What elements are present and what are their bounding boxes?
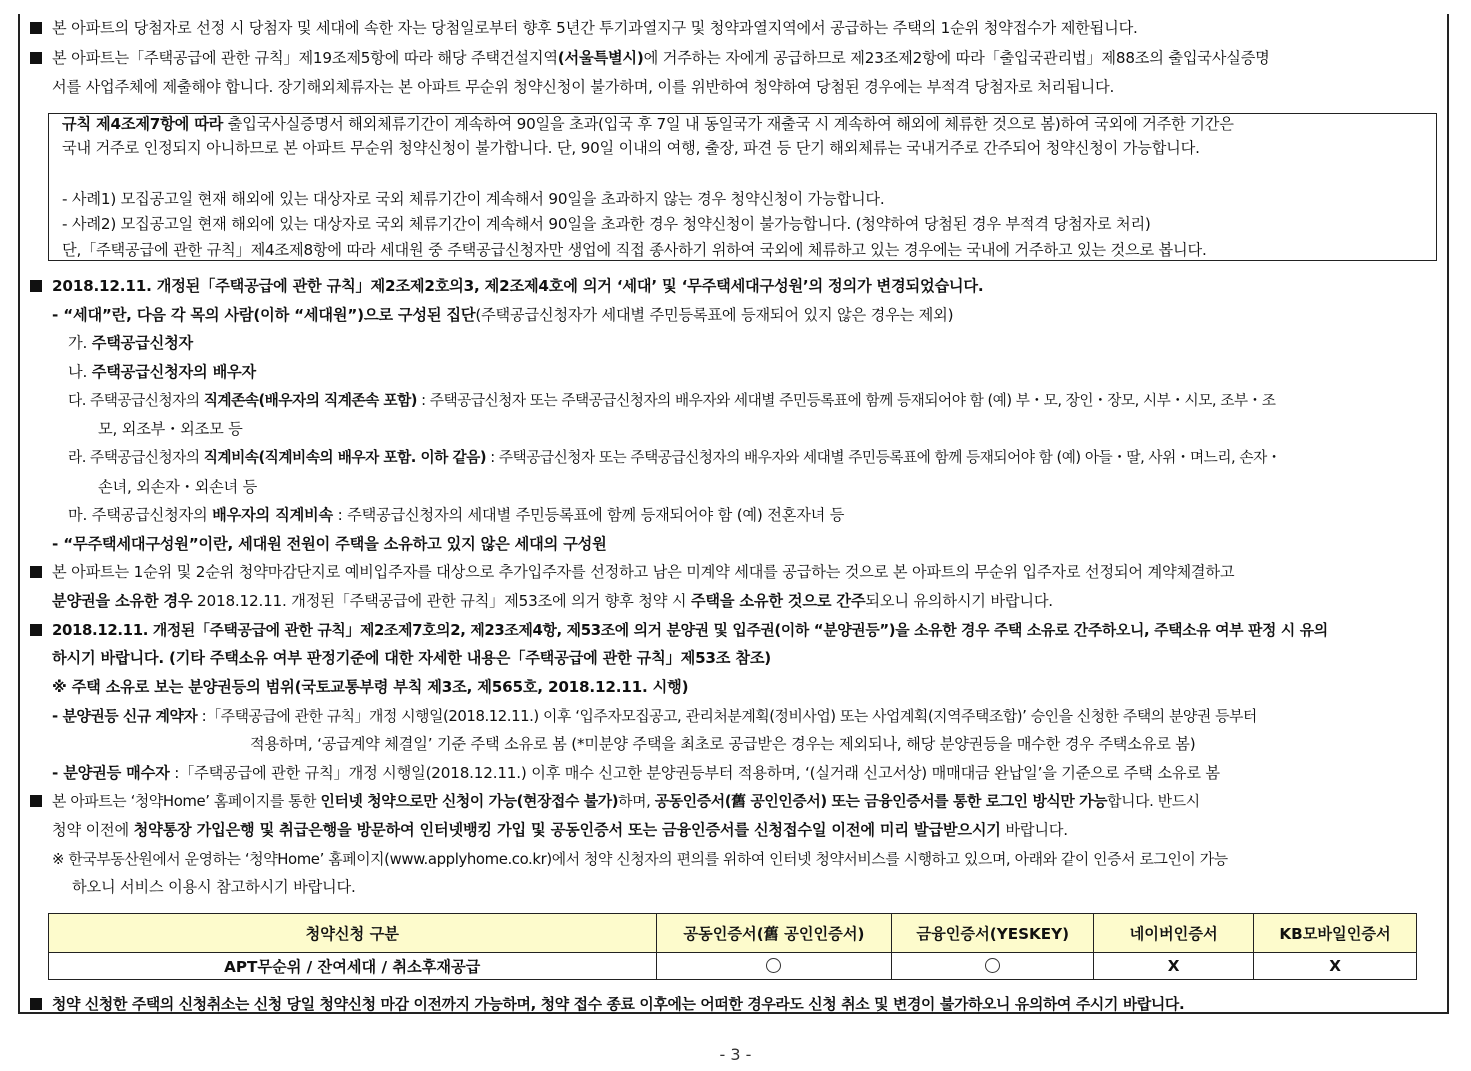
table-cell-financial-cert (892, 953, 1094, 980)
bullet-square-icon (30, 22, 42, 34)
table-header: 공동인증서(舊 공인인증서) (656, 914, 892, 953)
box-line-2: 국내 거주로 인정되지 아니하므로 본 아파트 무순위 청약신청이 불가합니다. 단, 90일 이내의 여행, 출장, 파견 등 단기 해외체류는 국내거주로 간주되어 청약신청이 가능합니다. (62, 139, 1200, 157)
box-case-1: - 사례1) 모집공고일 현재 해외에 있는 대상자로 국외 체류기간이 계속해서 90일을 초과하지 않는 경우 청약신청이 가능합니다. (62, 190, 885, 208)
item-ra: 라. 주택공급신청자의 직계비속(직계비속의 배우자 포함. 이하 같음) : 주택공급신청자 또는 주택공급신청자의 배우자와 세대별 주민등록표에 함께 등재되어야 함 (예) 아들・딸, 사위・며느리, 손자・ (68, 449, 1281, 466)
item-ma: 마. 주택공급신청자의 배우자의 직계비속 : 주택공급신청자의 세대별 주민등록표에 함께 등재되어야 함 (예) 전혼자녀 등 (68, 506, 845, 524)
paragraph-presale-right-line2: 분양권을 소유한 경우 2018.12.11. 개정된「주택공급에 관한 규칙」제53조에 의거 향후 청약 시 주택을 소유한 것으로 간주되오니 유의하시기 바랍니다. (52, 592, 1053, 610)
table-row (49, 953, 1417, 980)
item-da: 다. 주택공급신청자의 직계존속(배우자의 직계존속 포함) : 주택공급신청자 또는 주택공급신청자의 배우자와 세대별 주민등록표에 함께 등재되어야 함 (예) 부・모, 장인・장모, 시부・시모, 조부・조 (68, 392, 1276, 409)
available-circle-icon (985, 958, 1000, 973)
bullet-square-icon (30, 280, 42, 292)
paragraph-ownership-rule: 2018.12.11. 개정된「주택공급에 관한 규칙」제2조제7호의2, 제23조제4항, 제53조에 의거 분양권 및 입주권(이하 “분양권등”)을 소유한 경우 주택 소유로 간주하오니, 주택소유 여부 판정 시 유의 (30, 620, 1328, 640)
no-house-member-definition: - “무주택세대구성원”이란, 세대원 전원이 주택을 소유하고 있지 않은 세대의 구성원 (52, 535, 607, 553)
box-line-1: 규칙 제4조제7항에 따라 출입국사실증명서 해외체류기간이 계속하여 90일을 초과(입국 후 7일 내 동일국가 재출국 시 계속하여 해외에 체류한 것으로 봄)하여 국외에 거주한 기간은 (62, 115, 1234, 133)
paragraph-residency-line2: 서를 사업주체에 제출해야 합니다. 장기해외체류자는 본 아파트 무순위 청약신청이 불가하며, 이를 위반하여 청약하여 당첨된 경우에는 부적격 당첨자로 처리됩니다. (52, 78, 1115, 96)
certificate-table (48, 913, 1417, 980)
bullet-square-icon (30, 998, 42, 1010)
item-da-line2: 모, 외조부・외조모 등 (98, 420, 243, 438)
bullet-square-icon (30, 795, 42, 807)
new-contractor-rule-line2: 적용하며, ‘공급계약 체결일’ 기준 주택 소유로 봄 (*미분양 주택을 최초로 공급받은 경우는 제외되나, 해당 분양권등을 매수한 경우 주택소유로 봄) (250, 735, 1196, 753)
table-cell-joint-cert (656, 953, 892, 980)
box-line-5: 단,「주택공급에 관한 규칙」제4조제8항에 따라 세대원 중 주택공급신청자만 생업에 직접 종사하기 위하여 국외에 체류하고 있는 경우에는 국내에 거주하고 있는 것으로 봅니다. (62, 241, 1207, 259)
table-cell-kb-cert: X (1254, 953, 1417, 980)
table-cell-category: APT무순위 / 잔여세대 / 취소후재공급 (49, 953, 657, 980)
buyer-rule: - 분양권등 매수자 :「주택공급에 관한 규칙」개정 시행일(2018.12.11.) 이후 매수 신고한 분양권등부터 적용하며, ‘(실거래 신고서상) 매매대금 완납일’을 기준으로 주택 소유로 봄 (52, 764, 1220, 782)
table-cell-naver-cert: X (1094, 953, 1254, 980)
bullet-square-icon (30, 624, 42, 636)
paragraph-cancellation: 청약 신청한 주택의 신청취소는 신청 당일 청약신청 마감 이전까지 가능하며, 청약 접수 종료 이후에는 어떠한 경우라도 신청 취소 및 변경이 불가하오니 유의하여 주시기 바랍니다. (30, 994, 1184, 1014)
item-ga: 가. 주택공급신청자 (68, 334, 194, 352)
page-number: - 3 - (719, 1045, 752, 1064)
overseas-stay-notice-box (48, 113, 1437, 261)
bullet-square-icon (30, 52, 42, 64)
bullet-square-icon (30, 566, 42, 578)
new-contractor-rule: - 분양권등 신규 계약자 :「주택공급에 관한 규칙」개정 시행일(2018.12.11.) 이후 ‘입주자모집공고, 관리처분계획(정비사업) 또는 사업계획(지역주택조합)’ 승인을 신청한 주택의 분양권 등부터 (52, 707, 1257, 725)
table-header: KB모바일인증서 (1254, 914, 1417, 953)
paragraph-online-application: 본 아파트는 ‘청약Home’ 홈페이지를 통한 인터넷 청약으로만 신청이 가능(현장접수 불가)하며, 공동인증서(舊 공인인증서) 또는 금융인증서를 통한 로그인 방식만 가능합니다. 반드시 (30, 791, 1200, 811)
household-definition-line: - “세대”란, 다음 각 목의 사람(이하 “세대원”)으로 구성된 집단(주택공급신청자가 세대별 주민등록표에 등재되어 있지 않은 경우는 제외) (52, 306, 954, 324)
paragraph-household-definition: 2018.12.11. 개정된「주택공급에 관한 규칙」제2조제2호의3, 제2조제4호에 의거 ‘세대’ 및 ‘무주택세대구성원’의 정의가 변경되었습니다. (30, 276, 983, 296)
table-header-row (49, 914, 1417, 953)
ownership-scope-note: ※ 주택 소유로 보는 분양권등의 범위(국토교통부령 부칙 제3조, 제565호, 2018.12.11. 시행) (52, 678, 689, 696)
available-circle-icon (766, 958, 781, 973)
applyhome-note-line2: 하오니 서비스 이용시 참고하시기 바랍니다. (72, 878, 356, 896)
item-ra-line2: 손녀, 외손자・외손녀 등 (98, 478, 258, 496)
paragraph-ownership-rule-line2: 하시기 바랍니다. (기타 주택소유 여부 판정기준에 대한 자세한 내용은「주택공급에 관한 규칙」제53조 참조) (52, 649, 772, 667)
table-header: 네이버인증서 (1094, 914, 1254, 953)
paragraph-presale-right: 본 아파트는 1순위 및 2순위 청약마감단지로 예비입주자를 대상으로 추가입주자를 선정하고 남은 미계약 세대를 공급하는 것으로 본 아파트의 무순위 입주자로 선정되어 계약체결하고 (30, 562, 1234, 582)
paragraph-residency: 본 아파트는「주택공급에 관한 규칙」제19조제5항에 따라 해당 주택건설지역(서울특별시)에 거주하는 자에게 공급하므로 제23조제2항에 따라「출입국관리법」제88조의 출입국사실증명 (30, 48, 1270, 68)
table-header: 금융인증서(YESKEY) (892, 914, 1094, 953)
box-case-2: - 사례2) 모집공고일 현재 해외에 있는 대상자로 국외 체류기간이 계속해서 90일을 초과한 경우 청약신청이 불가능합니다. (청약하여 당첨된 경우 부적격 당첨자로 처리) (62, 215, 1151, 233)
applyhome-note: ※ 한국부동산원에서 운영하는 ‘청약Home’ 홈페이지(www.applyhome.co.kr)에서 청약 신청자의 편의를 위하여 인터넷 청약서비스를 시행하고 있으며, 아래와 같이 인증서 로그인이 가능 (52, 850, 1228, 868)
paragraph-online-application-line2: 청약 이전에 청약통장 가입은행 및 취급은행을 방문하여 인터넷뱅킹 가입 및 공동인증서 또는 금융인증서를 신청접수일 이전에 미리 발급받으시기 바랍니다. (52, 821, 1068, 839)
item-na: 나. 주택공급신청자의 배우자 (68, 363, 257, 381)
paragraph-winner-restriction: 본 아파트의 당첨자로 선정 시 당첨자 및 세대에 속한 자는 당첨일로부터 향후 5년간 투기과열지구 및 청약과열지역에서 공급하는 주택의 1순위 청약접수가 제한됩니다. (30, 18, 1138, 38)
table-header: 청약신청 구분 (49, 914, 657, 953)
